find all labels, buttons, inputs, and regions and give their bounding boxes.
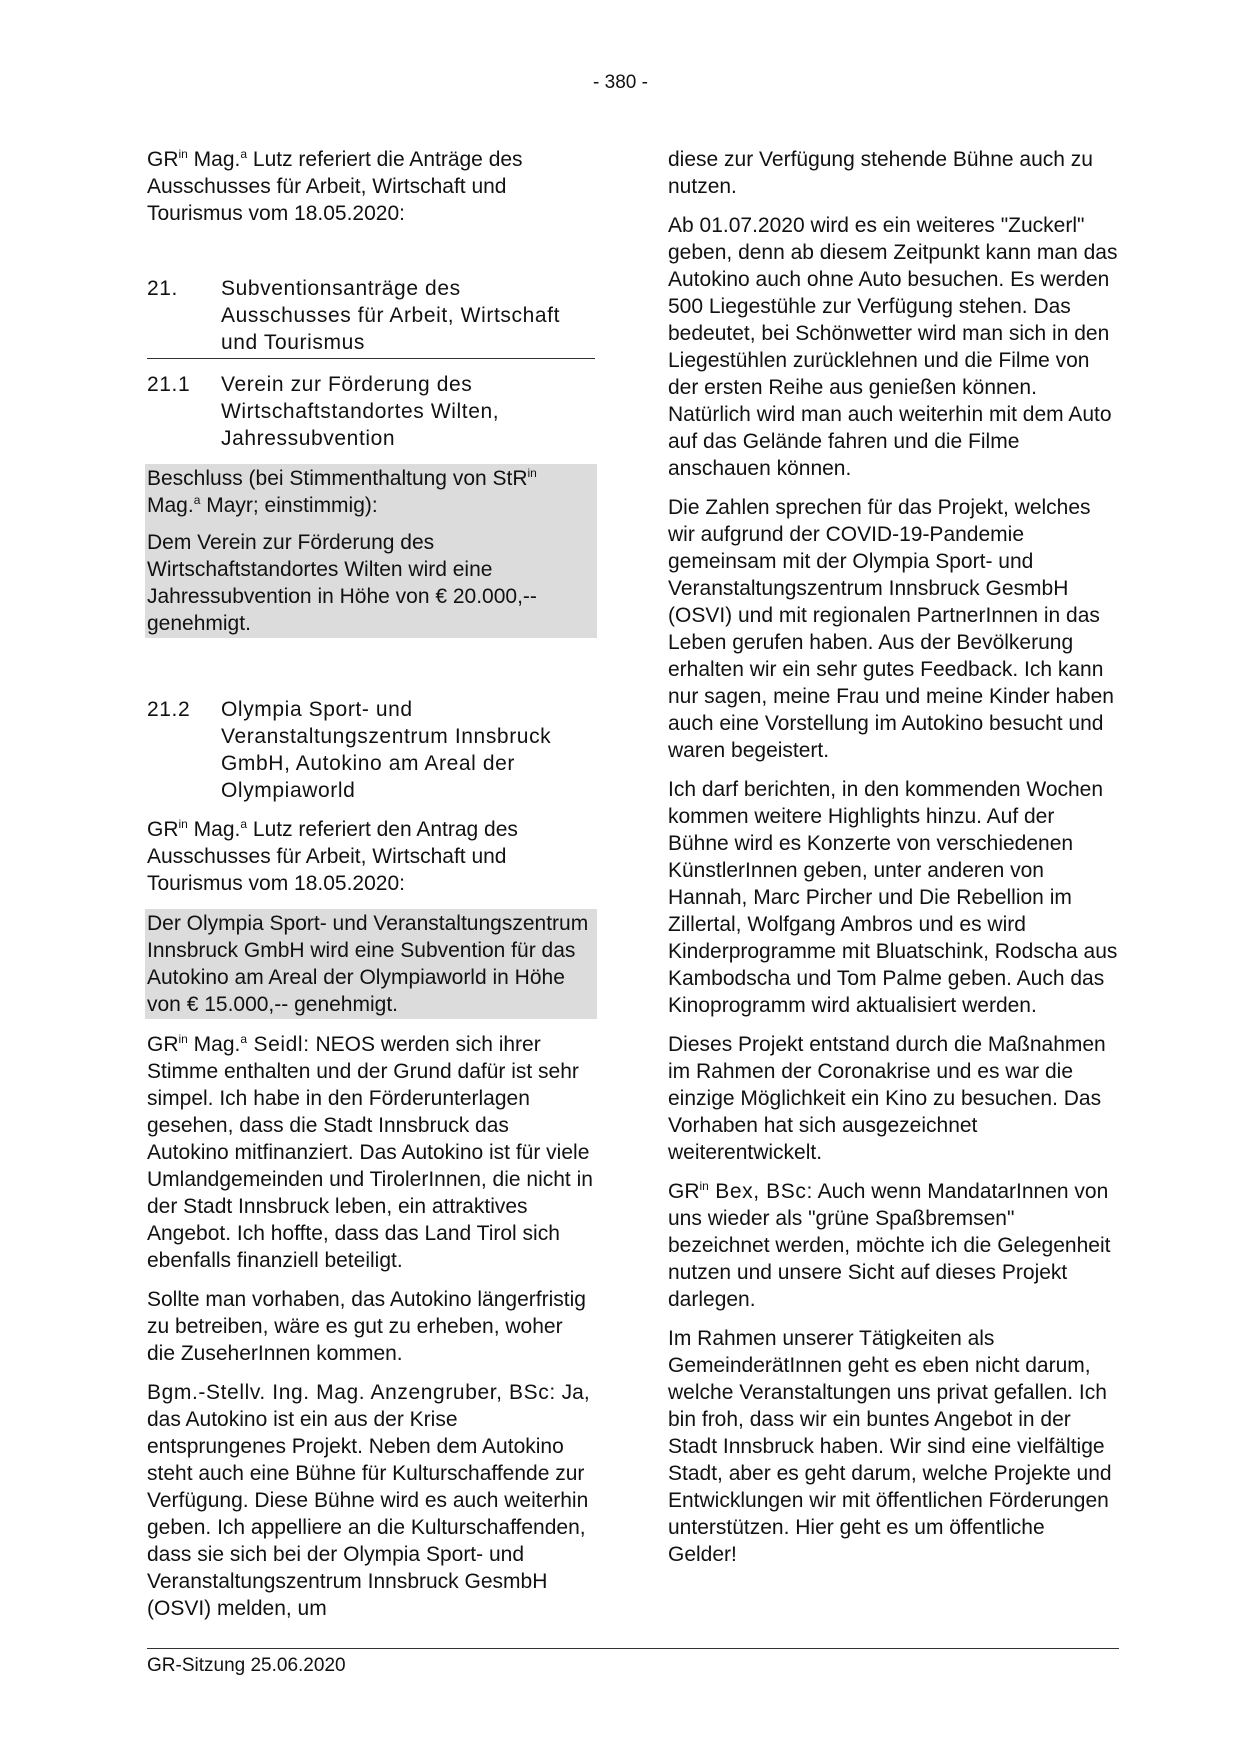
intro-paragraph-2: $GR^{in}$ Mag.$^a$ Lutz referiert den Antrag des Ausschusses für Arbeit, Wirtschaft und Tourismus vom 18.05.2020:	[147, 817, 518, 895]
paragraph: Ich darf berichten, in den kommenden Wochen kommen weitere Highlights hinzu. Auf der Bühne wird es Konzerte von verschiedenen KünstlerInnen geben, unter anderen von Hannah, Marc Pircher und Die Rebellion im Zillertal, Wolfgang Ambros und es wird Kinderprogramme mit Bluatschink, Rodscha aus Kambodscha und Tom Palme geben. Auch das Kinoprogramm wird aktualisiert werden.	[668, 778, 1118, 1017]
paragraph: Die Zahlen sprechen für das Projekt, welches wir aufgrund der COVID-19-Pandemie gemeinsam mit der Olympia Sport- und Veranstaltungszentrum Innsbruck GesmbH (OSVI) und mit regionalen PartnerInnen in das Leben gerufen haben. Aus der Bevölkerung erhalten wir ein sehr gutes Feedback. Ich kann nur sagen, meine Frau und meine Kinder haben auch eine Vorstellung im Autokino besucht und waren begeistert.	[668, 496, 1114, 762]
resolution-box	[145, 464, 597, 520]
paragraph: diese zur Verfügung stehende Bühne auch zu nutzen.	[668, 148, 1093, 198]
paragraph: Ab 01.07.2020 wird es ein weiteres "Zuckerl" geben, denn ab diesem Zeitpunkt kann man das Autokino auch ohne Auto besuchen. Es werden 500 Liegestühle zur Verfügung stehen. Das bedeutet, bei Schönwetter wird man sich in den Liegestühlen zurücklehnen und die Filme von der ersten Reihe aus genießen können. Natürlich wird man auch weiterhin mit dem Auto auf das Gelände fahren und die Filme anschauen können.	[668, 214, 1118, 480]
section-heading-21-1: 21.1 Verein zur Förderung des Wirtschaftstandortes Wilten, Jahressubvention	[147, 373, 500, 450]
resolution-heading: Beschluss (bei Stimmenthaltung von StR$^{in}$ Mag.$^a$ Mayr; einstimmig):	[147, 466, 537, 517]
page-number: - 380 -	[593, 72, 648, 93]
right-column	[668, 146, 1118, 1580]
section-heading-21: 21. Subventionsanträge des Ausschusses für Arbeit, Wirtschaft und Tourismus	[147, 275, 595, 359]
footer-divider	[147, 1648, 1119, 1649]
footer-session-date: GR-Sitzung 25.06.2020	[147, 1655, 346, 1676]
paragraph: Dieses Projekt entstand durch die Maßnahmen im Rahmen der Coronakrise und es war die einzige Möglichkeit ein Kino zu besuchen. Das Vorhaben hat sich ausgezeichnet weiterentwickelt.	[668, 1033, 1106, 1164]
speech-seidl-continued: Sollte man vorhaben, das Autokino längerfristig zu betreiben, wäre es gut zu erheben, woher die ZuseherInnen kommen.	[147, 1288, 586, 1365]
left-column	[147, 146, 595, 1634]
speech-seidl: $GR^{in}$ Mag.$^a$ Seidl: NEOS werden sich ihrer Stimme enthalten und der Grund dafür ist sehr simpel. Ich habe in den Förderunterlagen gesehen, dass die Stadt Innsbruck das Autokino mitfinanziert. Das Autokino ist für viele Umlandgemeinden und TirolerInnen, die nicht in der Stadt Innsbruck leben, ein attraktives Angebot. Ich hoffte, dass das Land Tirol sich ebenfalls finanziell beteiligt.	[147, 1032, 593, 1272]
motion-box: Der Olympia Sport- und Veranstaltungszentrum Innsbruck GmbH wird eine Subvention für das Autokino am Areal der Olympiaworld in Höhe von € 15.000,-- genehmigt.	[145, 909, 597, 1019]
section-heading-21-2: 21.2 Olympia Sport- und Veranstaltungszentrum Innsbruck GmbH, Autokino am Areal der Olympiaworld	[147, 698, 552, 802]
intro-paragraph: $GR^{in}$ Mag.$^a$ Lutz referiert die Anträge des Ausschusses für Arbeit, Wirtschaft und Tourismus vom 18.05.2020:	[147, 147, 523, 225]
speech-anzengruber: Bgm.-Stellv. Ing. Mag. Anzengruber, BSc: Ja, das Autokino ist ein aus der Krise entsprungenes Projekt. Neben dem Autokino steht auch eine Bühne für Kulturschaffende zur Verfügung. Diese Bühne wird es auch weiterhin geben. Ich appelliere an die Kulturschaffenden, dass sie sich bei der Olympia Sport- und Veranstaltungszentrum Innsbruck GesmbH (OSVI) melden, um	[147, 1381, 590, 1620]
resolution-text: Dem Verein zur Förderung des Wirtschaftstandortes Wilten wird eine Jahressubvention in Höhe von € 20.000,-- genehmigt.	[145, 528, 597, 638]
speech-bex: $GR^{in}$ Bex, BSc: Auch wenn MandatarInnen von uns wieder als "grüne Spaßbremsen" bezeichnet werden, möchte ich die Gelegenheit nutzen und unsere Sicht auf dieses Projekt darlegen.	[668, 1179, 1111, 1311]
paragraph: Im Rahmen unserer Tätigkeiten als GemeinderätInnen geht es eben nicht darum, welche Veranstaltungen uns privat gefallen. Ich bin froh, dass wir ein buntes Angebot in der Stadt Innsbruck haben. Wir sind eine vielfältige Stadt, aber es geht darum, welche Projekte und Entwicklungen wir mit öffentlichen Förderungen unterstützen. Hier geht es um öffentliche Gelder!	[668, 1327, 1112, 1566]
